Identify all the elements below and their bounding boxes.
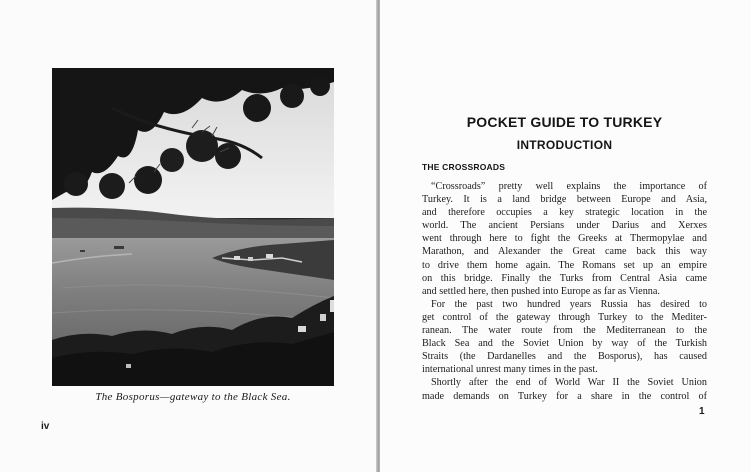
section-heading: THE CROSSROADS: [422, 162, 506, 172]
text-line: Straits (the Dardanelles and the Bosporus), has caused: [422, 351, 707, 363]
chapter-title: INTRODUCTION: [516, 138, 613, 152]
body-text: [422, 180, 707, 403]
text-line: Marathon, and Alexander the Great came back this way: [422, 246, 707, 258]
text-line: made demands on Turkey for a share in the control of: [422, 390, 707, 402]
text-line: and therefore occupies a key strategic location in the: [422, 207, 707, 219]
book-title: POCKET GUIDE TO TURKEY: [466, 114, 663, 130]
text-line: went through here to fight the Greeks at Thermopylae and: [422, 233, 707, 245]
text-line: get control of the gateway through Turkey to the Mediter-: [422, 311, 707, 323]
bosporus-photo: [52, 68, 334, 386]
text-line: “Crossroads” pretty well explains the importance of: [431, 181, 707, 192]
text-line: Shortly after the end of World War II the Soviet Union: [431, 377, 707, 389]
page-number-right: 1: [699, 406, 705, 417]
text-line: on this bridge. Finally the Turks from Central Asia came: [422, 272, 707, 284]
text-line: Turkey. It is a land bridge between Europe and Asia,: [422, 194, 707, 206]
text-line: ranean. The water route from the Mediterranean to the: [422, 325, 707, 337]
page-number-left: iv: [41, 421, 50, 432]
text-line: international unrest many times in the past.: [422, 364, 598, 376]
text-line: to drive them home again. The Romans set up an empire: [422, 259, 707, 271]
text-line: For the past two hundred years Russia has desired to: [431, 298, 707, 310]
text-line: Black Sea and the Soviet Union by way of the Turkish: [422, 338, 707, 350]
text-line: and settled here, then pushed into Europe as far as Vienna.: [422, 285, 660, 297]
text-line: world. The ancient Persians under Darius and Xerxes: [422, 220, 707, 232]
photo-caption: The Bosporus—gateway to the Black Sea.: [95, 391, 291, 403]
